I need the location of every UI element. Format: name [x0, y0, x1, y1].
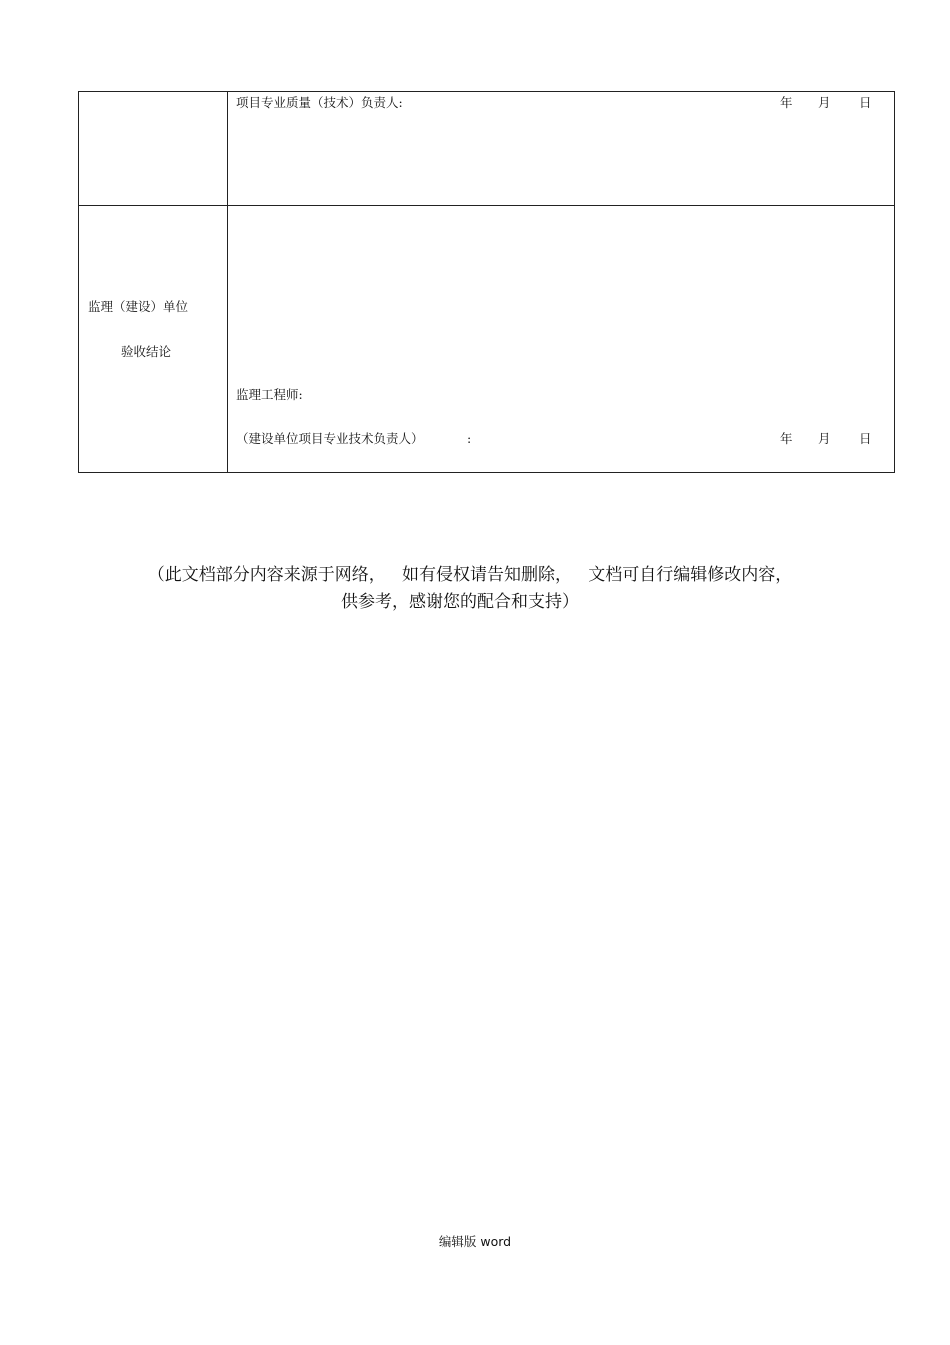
column-divider	[227, 91, 228, 473]
acceptance-table	[78, 91, 895, 473]
supervision-unit-label: 监理（建设）单位	[88, 299, 189, 314]
year-label: 年	[780, 431, 793, 446]
table-border	[78, 91, 895, 473]
day-label: 日	[859, 95, 872, 110]
disclaimer-line-2: 供参考，感谢您的配合和支持）	[341, 592, 579, 612]
owner-colon: :	[467, 431, 472, 446]
month-label: 月	[818, 95, 831, 110]
quality-lead-label: 项目专业质量（技术）负责人:	[236, 95, 403, 110]
owner-tech-lead-label: （建设单位项目专业技术负责人）	[236, 431, 424, 446]
disclaimer-line-1: （此文档部分内容来源于网络， 如有侵权请告知删除， 文档可自行编辑修改内容，	[147, 565, 793, 585]
supervising-engineer-label: 监理工程师:	[236, 387, 303, 402]
row-divider	[78, 205, 895, 206]
year-label: 年	[780, 95, 793, 110]
page-footer: 编辑版 word	[438, 1234, 512, 1249]
day-label: 日	[859, 431, 872, 446]
acceptance-conclusion-label: 验收结论	[121, 344, 172, 359]
month-label: 月	[818, 431, 831, 446]
